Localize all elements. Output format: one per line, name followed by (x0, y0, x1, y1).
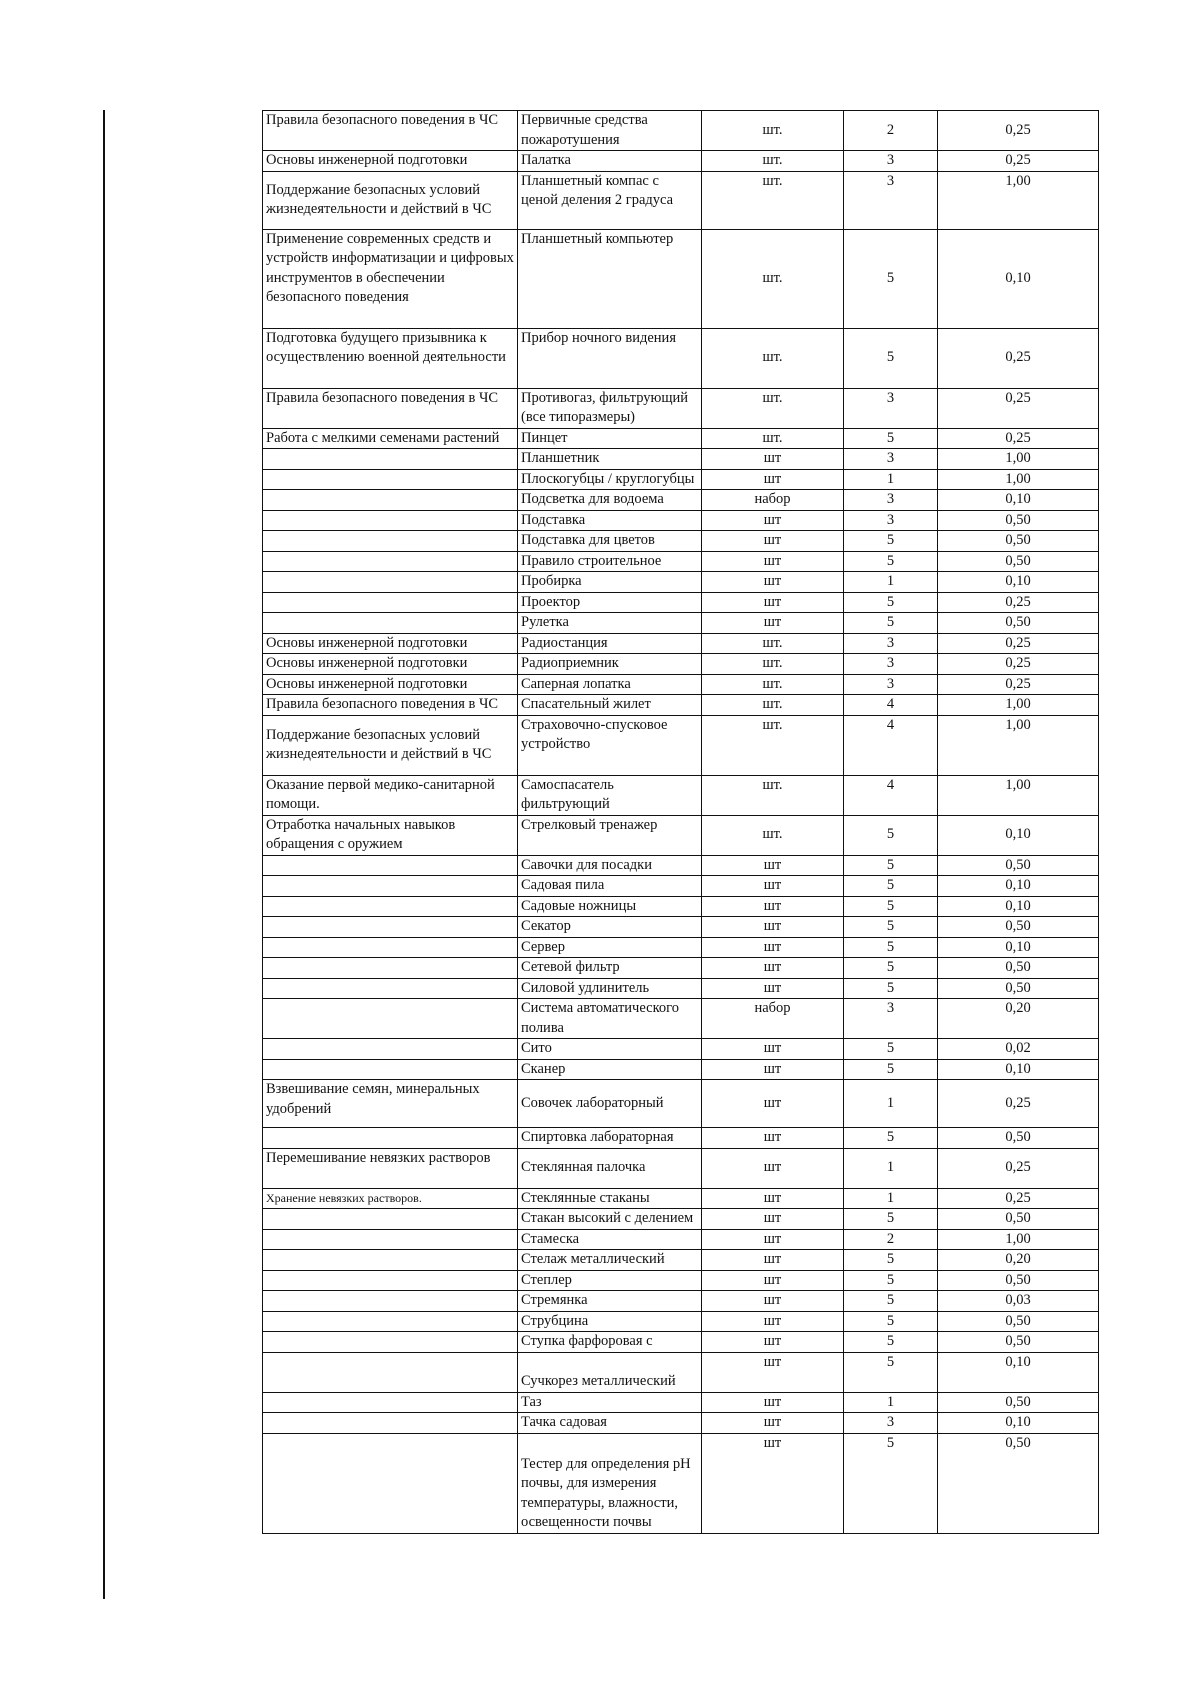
quantity-cell: 5 (844, 896, 938, 917)
item-name-cell: Ступка фарфоровая с (518, 1332, 702, 1353)
page-margin-line (103, 110, 105, 1599)
quantity-cell: 1 (844, 1080, 938, 1128)
unit-cell: набор (702, 999, 844, 1039)
unit-cell: шт (702, 1148, 844, 1188)
unit-cell: шт (702, 531, 844, 552)
item-name-cell: Сетевой фильтр (518, 958, 702, 979)
coefficient-cell: 0,25 (938, 674, 1099, 695)
table-row (263, 469, 1099, 490)
unit-cell: шт (702, 896, 844, 917)
table-row (263, 999, 1099, 1039)
unit-cell: шт (702, 1059, 844, 1080)
unit-cell: шт (702, 1080, 844, 1128)
quantity-cell: 5 (844, 1291, 938, 1312)
coefficient-cell: 0,50 (938, 1311, 1099, 1332)
table-row (263, 1128, 1099, 1149)
purpose-cell (263, 1332, 518, 1353)
coefficient-cell: 0,25 (938, 1080, 1099, 1128)
table-row (263, 1080, 1099, 1128)
table-row (263, 715, 1099, 775)
item-name-cell: Плоскогубцы / круглогубцы (518, 469, 702, 490)
coefficient-cell: 0,50 (938, 510, 1099, 531)
purpose-cell (263, 1291, 518, 1312)
coefficient-cell: 0,50 (938, 1332, 1099, 1353)
item-name-cell: Первичные средства пожаротушения (518, 111, 702, 151)
table-row (263, 917, 1099, 938)
coefficient-cell: 0,03 (938, 1291, 1099, 1312)
quantity-cell: 5 (844, 1059, 938, 1080)
quantity-cell: 5 (844, 958, 938, 979)
coefficient-cell: 0,20 (938, 1250, 1099, 1271)
table-row (263, 1250, 1099, 1271)
unit-cell: шт. (702, 633, 844, 654)
coefficient-cell: 0,20 (938, 999, 1099, 1039)
table-row (263, 388, 1099, 428)
coefficient-cell: 0,25 (938, 151, 1099, 172)
item-name-cell: Палатка (518, 151, 702, 172)
quantity-cell: 3 (844, 999, 938, 1039)
purpose-cell (263, 876, 518, 897)
table-row (263, 551, 1099, 572)
unit-cell: шт (702, 1291, 844, 1312)
quantity-cell: 3 (844, 510, 938, 531)
unit-cell: шт. (702, 151, 844, 172)
unit-cell: шт (702, 917, 844, 938)
purpose-cell: Подготовка будущего призывника к осуществлению военной деятельности (263, 328, 518, 388)
table-row (263, 1148, 1099, 1188)
item-name-cell: Пинцет (518, 428, 702, 449)
coefficient-cell: 1,00 (938, 775, 1099, 815)
purpose-cell: Основы инженерной подготовки (263, 654, 518, 675)
coefficient-cell: 0,25 (938, 633, 1099, 654)
item-name-cell: Степлер (518, 1270, 702, 1291)
purpose-cell (263, 449, 518, 470)
unit-cell: шт (702, 1311, 844, 1332)
quantity-cell: 1 (844, 469, 938, 490)
unit-cell: шт. (702, 111, 844, 151)
item-name-cell: Рулетка (518, 613, 702, 634)
coefficient-cell: 0,10 (938, 229, 1099, 328)
coefficient-cell: 0,25 (938, 654, 1099, 675)
unit-cell: шт (702, 551, 844, 572)
unit-cell: шт (702, 958, 844, 979)
unit-cell: шт (702, 1392, 844, 1413)
quantity-cell: 5 (844, 855, 938, 876)
quantity-cell: 5 (844, 1352, 938, 1392)
purpose-cell (263, 592, 518, 613)
coefficient-cell: 0,50 (938, 978, 1099, 999)
table-row (263, 937, 1099, 958)
coefficient-cell: 1,00 (938, 171, 1099, 229)
table-row (263, 1433, 1099, 1533)
table-row (263, 328, 1099, 388)
unit-cell: шт (702, 1039, 844, 1060)
table-row (263, 229, 1099, 328)
table-row (263, 449, 1099, 470)
unit-cell: шт (702, 1209, 844, 1230)
item-name-cell: Пробирка (518, 572, 702, 593)
unit-cell: шт (702, 469, 844, 490)
coefficient-cell: 0,10 (938, 937, 1099, 958)
item-name-cell: Стакан высокий с делением (518, 1209, 702, 1230)
quantity-cell: 5 (844, 428, 938, 449)
table-row (263, 1270, 1099, 1291)
item-name-cell: Силовой удлинитель (518, 978, 702, 999)
table-row (263, 1291, 1099, 1312)
table-row (263, 1039, 1099, 1060)
quantity-cell: 5 (844, 1311, 938, 1332)
quantity-cell: 5 (844, 937, 938, 958)
item-name-cell: Садовые ножницы (518, 896, 702, 917)
quantity-cell: 3 (844, 633, 938, 654)
quantity-cell: 5 (844, 978, 938, 999)
table-row (263, 1413, 1099, 1434)
table-row (263, 775, 1099, 815)
purpose-cell (263, 1413, 518, 1434)
quantity-cell: 3 (844, 674, 938, 695)
purpose-cell (263, 490, 518, 511)
quantity-cell: 5 (844, 1209, 938, 1230)
item-name-cell: Стрелковый тренажер (518, 815, 702, 855)
quantity-cell: 3 (844, 490, 938, 511)
item-name-cell: Тестер для определения pH почвы, для измерения температуры, влажности, освещенности почвы (518, 1433, 702, 1533)
item-name-cell: Система автоматического полива (518, 999, 702, 1039)
coefficient-cell: 1,00 (938, 715, 1099, 775)
purpose-cell (263, 999, 518, 1039)
table-row (263, 896, 1099, 917)
purpose-cell (263, 896, 518, 917)
purpose-cell (263, 1229, 518, 1250)
item-name-cell: Сито (518, 1039, 702, 1060)
quantity-cell: 5 (844, 1270, 938, 1291)
quantity-cell: 3 (844, 388, 938, 428)
item-name-cell: Радиоприемник (518, 654, 702, 675)
table-row (263, 654, 1099, 675)
purpose-cell: Поддержание безопасных условий жизнедеятельности и действий в ЧС (263, 171, 518, 229)
quantity-cell: 4 (844, 775, 938, 815)
item-name-cell: Струбцина (518, 1311, 702, 1332)
unit-cell: шт (702, 613, 844, 634)
item-name-cell: Садовая пила (518, 876, 702, 897)
coefficient-cell: 0,10 (938, 490, 1099, 511)
table-row (263, 978, 1099, 999)
coefficient-cell: 0,10 (938, 876, 1099, 897)
quantity-cell: 4 (844, 715, 938, 775)
table-row (263, 674, 1099, 695)
purpose-cell (263, 1270, 518, 1291)
table-row (263, 428, 1099, 449)
coefficient-cell: 0,10 (938, 896, 1099, 917)
quantity-cell: 3 (844, 151, 938, 172)
item-name-cell: Стеклянные стаканы (518, 1188, 702, 1209)
unit-cell: шт (702, 978, 844, 999)
quantity-cell: 3 (844, 1413, 938, 1434)
coefficient-cell: 1,00 (938, 469, 1099, 490)
table-row (263, 958, 1099, 979)
item-name-cell: Сканер (518, 1059, 702, 1080)
purpose-cell (263, 1039, 518, 1060)
item-name-cell: Подставка (518, 510, 702, 531)
coefficient-cell: 0,10 (938, 815, 1099, 855)
coefficient-cell: 0,50 (938, 917, 1099, 938)
item-name-cell: Подставка для цветов (518, 531, 702, 552)
purpose-cell (263, 855, 518, 876)
table-row (263, 1059, 1099, 1080)
quantity-cell: 5 (844, 1128, 938, 1149)
table-row (263, 1229, 1099, 1250)
unit-cell: шт (702, 1229, 844, 1250)
quantity-cell: 1 (844, 1188, 938, 1209)
coefficient-cell: 0,50 (938, 1270, 1099, 1291)
table-row (263, 855, 1099, 876)
coefficient-cell: 0,50 (938, 855, 1099, 876)
unit-cell: шт (702, 1332, 844, 1353)
table-row (263, 613, 1099, 634)
purpose-cell (263, 937, 518, 958)
table-row (263, 876, 1099, 897)
coefficient-cell: 0,10 (938, 1059, 1099, 1080)
coefficient-cell: 0,50 (938, 531, 1099, 552)
purpose-cell: Оказание первой медико-санитарной помощи. (263, 775, 518, 815)
table-row (263, 815, 1099, 855)
unit-cell: шт. (702, 654, 844, 675)
item-name-cell: Планшетный компас с ценой деления 2 градуса (518, 171, 702, 229)
table-row (263, 1352, 1099, 1392)
purpose-cell (263, 1209, 518, 1230)
purpose-cell (263, 613, 518, 634)
item-name-cell: Спасательный жилет (518, 695, 702, 716)
purpose-cell (263, 978, 518, 999)
coefficient-cell: 1,00 (938, 695, 1099, 716)
quantity-cell: 5 (844, 1433, 938, 1533)
table-row (263, 1332, 1099, 1353)
coefficient-cell: 0,25 (938, 111, 1099, 151)
unit-cell: шт (702, 1188, 844, 1209)
item-name-cell: Сервер (518, 937, 702, 958)
unit-cell: шт. (702, 388, 844, 428)
coefficient-cell: 0,02 (938, 1039, 1099, 1060)
item-name-cell: Проектор (518, 592, 702, 613)
coefficient-cell: 0,25 (938, 592, 1099, 613)
quantity-cell: 1 (844, 1148, 938, 1188)
unit-cell: шт. (702, 715, 844, 775)
unit-cell: шт (702, 592, 844, 613)
item-name-cell: Савочки для посадки (518, 855, 702, 876)
quantity-cell: 5 (844, 551, 938, 572)
coefficient-cell: 0,25 (938, 428, 1099, 449)
unit-cell: шт. (702, 229, 844, 328)
purpose-cell (263, 1311, 518, 1332)
unit-cell: шт (702, 1250, 844, 1271)
table-row (263, 1188, 1099, 1209)
coefficient-cell: 0,50 (938, 1209, 1099, 1230)
coefficient-cell: 0,10 (938, 1352, 1099, 1392)
table-row (263, 1311, 1099, 1332)
unit-cell: шт. (702, 775, 844, 815)
item-name-cell: Спиртовка лабораторная (518, 1128, 702, 1149)
purpose-cell: Правила безопасного поведения в ЧС (263, 695, 518, 716)
purpose-cell: Хранение невязких растворов. (263, 1188, 518, 1209)
unit-cell: шт (702, 855, 844, 876)
unit-cell: шт (702, 1270, 844, 1291)
unit-cell: шт (702, 876, 844, 897)
table-row (263, 695, 1099, 716)
purpose-cell: Взвешивание семян, минеральных удобрений (263, 1080, 518, 1128)
quantity-cell: 5 (844, 531, 938, 552)
purpose-cell: Правила безопасного поведения в ЧС (263, 388, 518, 428)
item-name-cell: Противогаз, фильтрующий (все типоразмеры) (518, 388, 702, 428)
table-row (263, 510, 1099, 531)
purpose-cell: Отработка начальных навыков обращения с оружием (263, 815, 518, 855)
item-name-cell: Стамеска (518, 1229, 702, 1250)
coefficient-cell: 0,50 (938, 958, 1099, 979)
coefficient-cell: 0,50 (938, 551, 1099, 572)
quantity-cell: 5 (844, 917, 938, 938)
unit-cell: шт (702, 449, 844, 470)
unit-cell: шт. (702, 674, 844, 695)
table-row (263, 592, 1099, 613)
coefficient-cell: 0,50 (938, 1433, 1099, 1533)
coefficient-cell: 0,25 (938, 1188, 1099, 1209)
purpose-cell (263, 1392, 518, 1413)
coefficient-cell: 0,25 (938, 328, 1099, 388)
coefficient-cell: 0,50 (938, 613, 1099, 634)
quantity-cell: 2 (844, 111, 938, 151)
quantity-cell: 5 (844, 1332, 938, 1353)
item-name-cell: Тачка садовая (518, 1413, 702, 1434)
item-name-cell: Страховочно-спусковое устройство (518, 715, 702, 775)
item-name-cell: Подсветка для водоема (518, 490, 702, 511)
table-row (263, 1209, 1099, 1230)
unit-cell: шт. (702, 695, 844, 716)
item-name-cell: Правило строительное (518, 551, 702, 572)
unit-cell: шт (702, 1352, 844, 1392)
purpose-cell: Основы инженерной подготовки (263, 151, 518, 172)
coefficient-cell: 0,50 (938, 1128, 1099, 1149)
purpose-cell: Применение современных средств и устройств информатизации и цифровых инструментов в обеспечении безопасного поведения (263, 229, 518, 328)
item-name-cell: Саперная лопатка (518, 674, 702, 695)
unit-cell: шт (702, 572, 844, 593)
unit-cell: шт (702, 1433, 844, 1533)
quantity-cell: 3 (844, 449, 938, 470)
purpose-cell: Работа с мелкими семенами растений (263, 428, 518, 449)
item-name-cell: Планшетник (518, 449, 702, 470)
purpose-cell (263, 531, 518, 552)
unit-cell: шт (702, 510, 844, 531)
quantity-cell: 5 (844, 229, 938, 328)
unit-cell: набор (702, 490, 844, 511)
coefficient-cell: 1,00 (938, 449, 1099, 470)
quantity-cell: 5 (844, 328, 938, 388)
quantity-cell: 5 (844, 815, 938, 855)
purpose-cell (263, 572, 518, 593)
item-name-cell: Таз (518, 1392, 702, 1413)
quantity-cell: 5 (844, 592, 938, 613)
item-name-cell: Стелаж металлический (518, 1250, 702, 1271)
table-row (263, 111, 1099, 151)
item-name-cell: Радиостанция (518, 633, 702, 654)
purpose-cell (263, 1250, 518, 1271)
coefficient-cell: 1,00 (938, 1229, 1099, 1250)
item-name-cell: Прибор ночного видения (518, 328, 702, 388)
quantity-cell: 3 (844, 654, 938, 675)
quantity-cell: 3 (844, 171, 938, 229)
item-name-cell: Стеклянная палочка (518, 1148, 702, 1188)
purpose-cell (263, 917, 518, 938)
item-name-cell: Самоспасатель фильтрующий (518, 775, 702, 815)
unit-cell: шт. (702, 328, 844, 388)
purpose-cell: Перемешивание невязких растворов (263, 1148, 518, 1188)
quantity-cell: 1 (844, 1392, 938, 1413)
quantity-cell: 5 (844, 1250, 938, 1271)
coefficient-cell: 0,25 (938, 1148, 1099, 1188)
unit-cell: шт. (702, 815, 844, 855)
purpose-cell: Правила безопасного поведения в ЧС (263, 111, 518, 151)
item-name-cell: Планшетный компьютер (518, 229, 702, 328)
coefficient-cell: 0,50 (938, 1392, 1099, 1413)
table-row (263, 171, 1099, 229)
unit-cell: шт. (702, 428, 844, 449)
table-row (263, 1392, 1099, 1413)
purpose-cell (263, 1128, 518, 1149)
item-name-cell: Стремянка (518, 1291, 702, 1312)
coefficient-cell: 0,10 (938, 572, 1099, 593)
purpose-cell (263, 469, 518, 490)
item-name-cell: Сучкорез металлический (518, 1352, 702, 1392)
purpose-cell: Основы инженерной подготовки (263, 633, 518, 654)
quantity-cell: 5 (844, 876, 938, 897)
purpose-cell (263, 1059, 518, 1080)
quantity-cell: 1 (844, 572, 938, 593)
quantity-cell: 5 (844, 1039, 938, 1060)
unit-cell: шт (702, 1128, 844, 1149)
item-name-cell: Секатор (518, 917, 702, 938)
table-row (263, 572, 1099, 593)
purpose-cell (263, 551, 518, 572)
item-name-cell: Совочек лабораторный (518, 1080, 702, 1128)
coefficient-cell: 0,10 (938, 1413, 1099, 1434)
unit-cell: шт (702, 1413, 844, 1434)
purpose-cell (263, 958, 518, 979)
quantity-cell: 2 (844, 1229, 938, 1250)
inventory-table-body (263, 111, 1099, 1534)
inventory-table (262, 110, 1099, 1534)
coefficient-cell: 0,25 (938, 388, 1099, 428)
table-row (263, 633, 1099, 654)
quantity-cell: 4 (844, 695, 938, 716)
table-row (263, 531, 1099, 552)
unit-cell: шт (702, 937, 844, 958)
purpose-cell (263, 510, 518, 531)
purpose-cell: Поддержание безопасных условий жизнедеятельности и действий в ЧС (263, 715, 518, 775)
purpose-cell (263, 1352, 518, 1392)
table-row (263, 490, 1099, 511)
purpose-cell: Основы инженерной подготовки (263, 674, 518, 695)
unit-cell: шт. (702, 171, 844, 229)
purpose-cell (263, 1433, 518, 1533)
quantity-cell: 5 (844, 613, 938, 634)
table-row (263, 151, 1099, 172)
